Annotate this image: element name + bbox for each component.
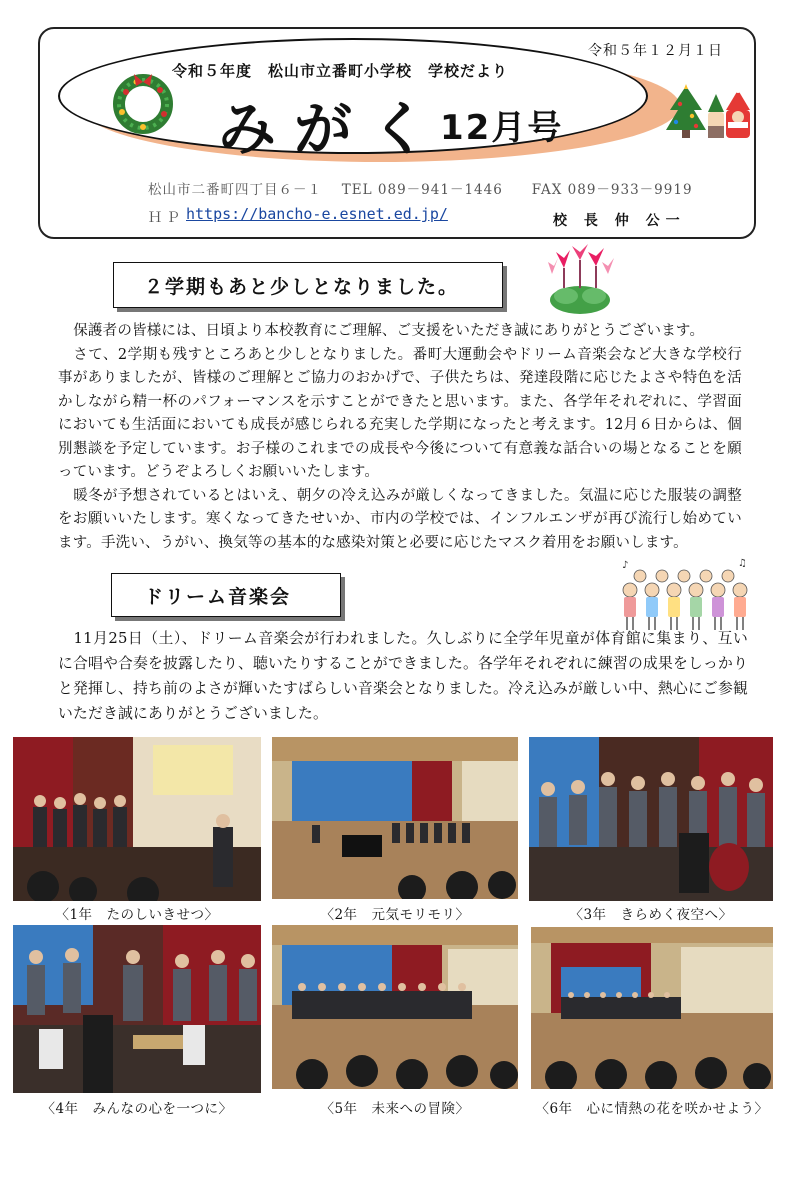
issue-date: 令和５年１２月１日 <box>588 43 723 59</box>
section-heading-dream-concert <box>111 573 341 617</box>
photo-grade1 <box>13 737 261 901</box>
wreath-icon <box>110 68 176 136</box>
paragraph: 11月25日（土）、ドリーム音楽会が行われました。久しぶりに全学年児童が体育館に集まり、互いに合唱や合奏を披露したり、聴いたりすることができました。各学年それぞれに練習の成果をしっかりと発揮し、持ち前のよさが輝いたすばらしい音楽会となりました。冷え込みが厳しい中、熱心にご参観いただき誠にありがとうございました。 <box>58 630 748 722</box>
photo-grade2 <box>272 737 518 899</box>
paragraph: 保護者の皆様には、日頃より本校教育にご理解、ご支援をいただき誠にありがとうございます。 <box>73 323 705 339</box>
contact-address: 松山市二番町四丁目６－１ TEL 089－941－1446 FAX 089－933－9919 <box>148 182 693 198</box>
photo-caption: 〈6年 心に情熱の花を咲かせよう〉 <box>535 1101 769 1117</box>
svg-text:♪: ♪ <box>622 560 629 571</box>
photo-grade6 <box>531 927 773 1089</box>
photo-caption: 〈1年 たのしいきせつ〉 <box>55 907 219 923</box>
principal-name: 校 長 仲 公一 <box>553 213 686 229</box>
issue-label: 12月号 <box>440 108 564 148</box>
photo-caption: 〈4年 みんなの心を一つに〉 <box>41 1101 233 1117</box>
christmas-tree-icon <box>664 84 754 146</box>
photo-caption: 〈5年 未来への冒険〉 <box>320 1101 470 1117</box>
photo-caption: 〈2年 元気モリモリ〉 <box>320 907 470 923</box>
photo-grade5 <box>272 925 518 1089</box>
newsletter-title: みがく <box>218 95 447 163</box>
photo-grade3 <box>529 737 773 901</box>
section-heading-term-end <box>113 262 503 308</box>
paragraph: 暖冬が予想されているとはいえ、朝夕の冷え込みが厳しくなってきました。気温に応じた服装の調整をお願いいたします。寒くなってきたせいか、市内の学校では、インフルエンザが再び流行し始めています。手洗い、うがい、換気等の基本的な感染対策と必要に応じたマスク着用をお願いします。 <box>58 487 742 551</box>
section1-body <box>58 320 742 555</box>
singing-children-icon <box>618 556 754 636</box>
photo-caption: 〈3年 きらめく夜空へ〉 <box>569 907 733 923</box>
section2-body <box>58 626 748 726</box>
homepage-link[interactable]: https://bancho-e.esnet.ed.jp/ <box>186 205 448 223</box>
section-heading-text: ドリーム音楽会 <box>144 585 292 608</box>
svg-text:♫: ♫ <box>738 558 747 569</box>
photo-grade4 <box>13 925 261 1093</box>
school-name-line: 令和５年度 松山市立番町小学校 学校だより <box>172 62 509 80</box>
section-heading-text: ２学期もあと少しとなりました。 <box>144 275 460 298</box>
paragraph: さて、2学期も残すところあと少しとなりました。番町大運動会やドリーム音楽会など大きな学校行事がありましたが、皆様のご理解とご協力のおかげで、子供たちは、発達段階に応じたよさや特色を活かしながら精一杯のパフォーマンスを示すことができたと思います。また、各学年それぞれに、学習面においても生活面においても成長が感じられる充実した学期になったと考えます。12月６日からは、個別懇談を予定しています。お子様のこれまでの成長や今後について有意義な話合いの場となることを願っています。どうぞよろしくお願いいたします。 <box>58 346 742 480</box>
cyclamen-flower-icon <box>544 244 616 316</box>
homepage-label: ＨＰ <box>148 210 184 226</box>
